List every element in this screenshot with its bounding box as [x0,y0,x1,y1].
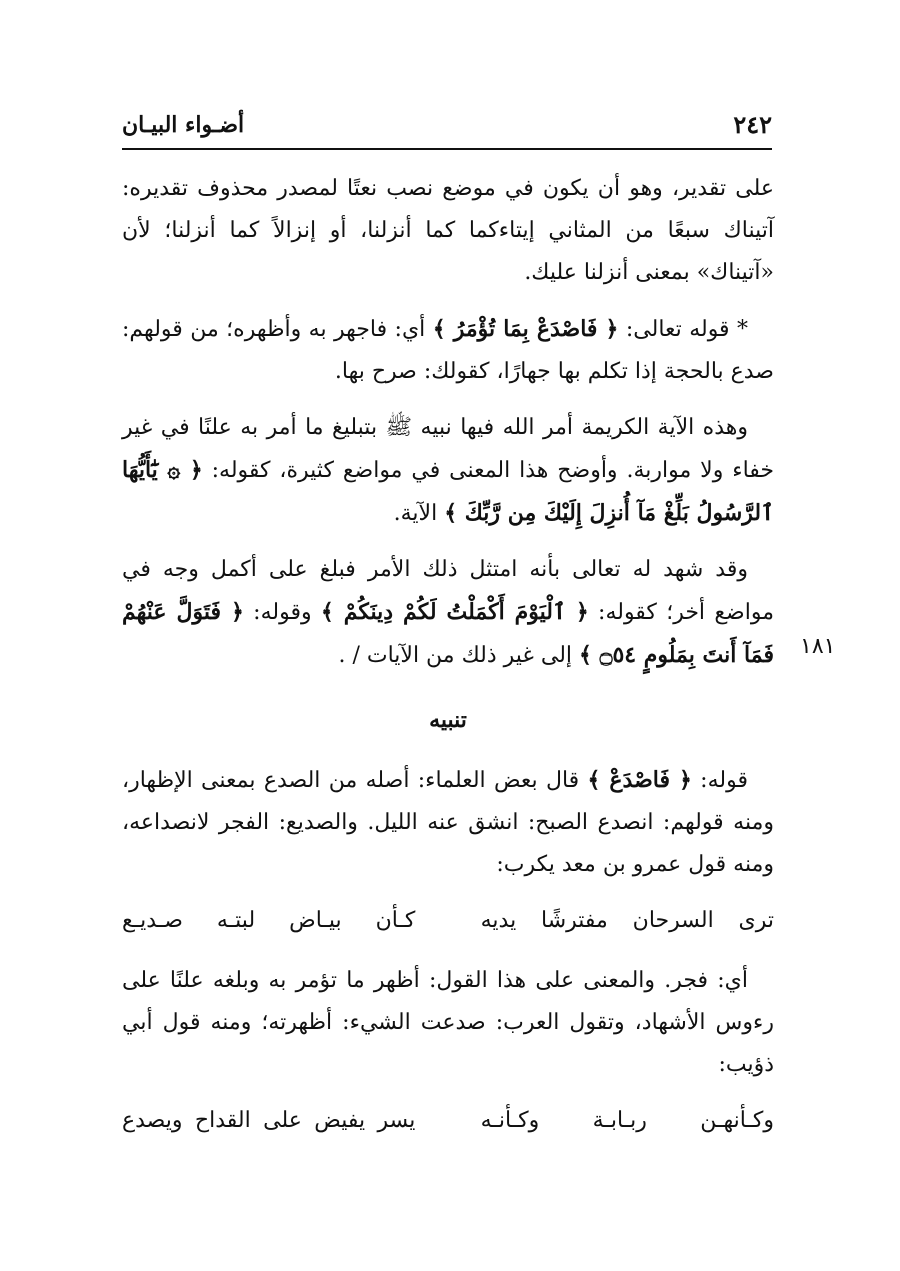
paragraph-2-text-a: * قوله تعالى: [618,317,749,342]
page-number: ٢٤٢ [733,110,772,139]
verse-1-second-hemistich: كـأن بيـاض لبتـه صـديـع [122,908,416,933]
poetry-verse-2 [122,1100,774,1142]
paragraph-4-text-a: وقد شهد له تعالى بأنه امتثل ذلك الأمر فبلغ على أكمل وجه في مواضع أخر؛ كقوله: [122,557,774,625]
book-title: أضـواء البيـان [122,112,245,138]
paragraph-2-text-b: أي: فاجهر به وأظهره؛ من قولهم: صدع بالحجة إذا تكلم بها جهارًا، كقولك: صرح بها. [122,317,774,384]
quran-quote: ﴿ فَتَوَلَّ عَنْهُمْ فَمَآ أَنتَ بِمَلُومٍ ۝٥٤ ﴾ [122,599,774,668]
paragraph-4 [122,549,774,677]
paragraph-5-text-a: قوله: [691,768,748,793]
section-heading: تنبيه [429,707,467,733]
paragraph-6: أي: فجر. والمعنى على هذا القول: أظهر ما تؤمر به وبلغه علنًا على رءوس الأشهاد، وتقول العرب: صدعت الشيء: أظهرته؛ ومنه قول أبي ذؤيب: [122,968,774,1077]
paragraph-3-text-b: الآية. [393,501,445,526]
page-header [122,104,772,150]
quran-quote: ﴿ ٱلْيَوْمَ أَكْمَلْتُ لَكُمْ دِينَكُمْ ﴾ [320,599,589,625]
paragraph-1: على تقدير، وهو أن يكون في موضع نصب نعتًا لمصدر محذوف تقديره: آتيناك سبعًا من المثاني إيتاءكما كما أنزلنا، أو إنزالاً كما أنزلنا؛ لأن «آتيناك» بمعنى أنزلنا عليك. [122,176,774,285]
margin-page-reference: ١٨١ [800,634,836,659]
paragraph-5 [122,759,774,886]
paragraph-4-text-c: إلى غير ذلك من الآيات / . [338,643,580,668]
verse-2-first-hemistich: وكـأنهـن ربـابـة وكـأنـه [480,1108,774,1133]
quran-quote: ﴿ فَاصْدَعْ بِمَا تُؤْمَرُ ﴾ [432,316,619,342]
quran-quote: ﴿ فَاصْدَعْ ﴾ [587,767,692,793]
verse-2-second-hemistich: يسر يفيض على القداح ويصدع [122,1108,416,1133]
quran-quote: ﴿ ۞ يَٰٓأَيُّهَا ٱلرَّسُولُ بَلِّغْ مَآ أُنزِلَ إِلَيْكَ مِن رَّبِّكَ ﴾ [122,457,774,526]
page-body [122,168,774,1160]
poetry-verse-1 [122,900,774,942]
paragraph-3-text-a: وهذه الآية الكريمة أمر الله فيها نبيه ﷺ بتبليغ ما أمر به علنًا في غير خفاء ولا مواربة. وأوضح هذا المعنى في مواضع كثيرة، كقوله: [122,415,774,483]
paragraph-4-text-b: وقوله: [243,600,321,625]
paragraph-5-text-b: قال بعض العلماء: أصله من الصدع بمعنى الإظهار، ومنه قولهم: انصدع الصبح: انشق عنه الليل. والصديع: الفجر لانصداعه، ومنه قول عمرو بن معد يكرب: [122,768,774,877]
paragraph-3 [122,407,774,535]
paragraph-2 [122,308,774,393]
verse-1-first-hemistich: ترى السرحان مفترشًا يديه [480,908,774,933]
